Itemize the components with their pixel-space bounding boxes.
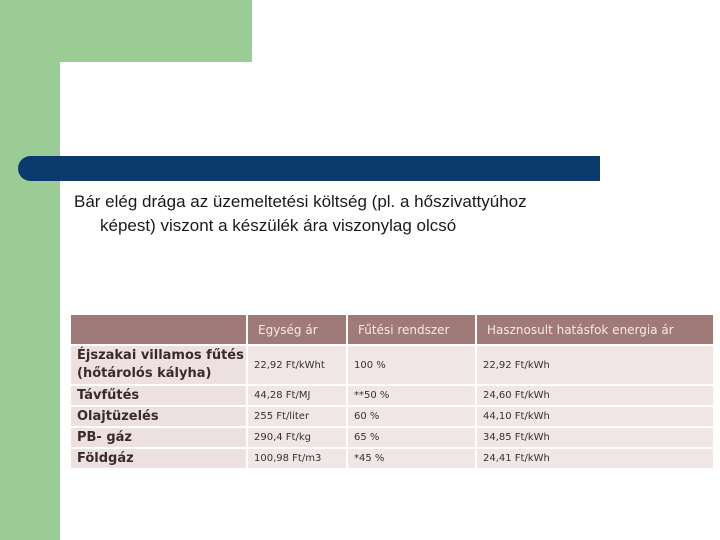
cell-energy-price: 34,85 Ft/kWh [476,427,714,448]
table-row [71,345,714,385]
body-text-line1: Bár elég drága az üzemeltetési költség (pl. a hőszivattyúhoz [74,192,527,211]
cell-energy-price: 24,41 Ft/kWh [476,448,714,468]
cell-unit-price: 44,28 Ft/MJ [247,385,347,406]
body-text-line2: képest) viszont a készülék ára viszonylag olcsó [100,216,457,235]
header-heating-system: Fűtési rendszer [347,315,476,345]
table-row [71,385,714,406]
table-row [71,406,714,427]
cell-energy-price: 22,92 Ft/kWh [476,345,714,385]
cell-system: 100 % [347,345,476,385]
cell-system: 60 % [347,406,476,427]
body-text [74,190,674,238]
heating-cost-table [71,315,715,468]
row-label: Földgáz [71,448,247,468]
row-label: Olajtüzelés [71,406,247,427]
header-empty [71,315,247,345]
cell-unit-price: 255 Ft/liter [247,406,347,427]
cell-system: 65 % [347,427,476,448]
top-decoration [0,0,252,62]
row-label: Távfűtés [71,385,247,406]
cell-unit-price: 290,4 Ft/kg [247,427,347,448]
row-label: Éjszakai villamos fűtés (hőtárolós kályha) [71,345,247,385]
cell-system: *45 % [347,448,476,468]
header-energy-price: Hasznosult hatásfok energia ár [476,315,714,345]
table-row [71,427,714,448]
row-label: PB- gáz [71,427,247,448]
content-corner [60,62,100,102]
sidebar-decoration [0,0,60,540]
cell-energy-price: 24,60 Ft/kWh [476,385,714,406]
cell-energy-price: 44,10 Ft/kWh [476,406,714,427]
table-row [71,448,714,468]
title-bar [18,156,600,181]
cell-unit-price: 100,98 Ft/m3 [247,448,347,468]
cell-unit-price: 22,92 Ft/kWht [247,345,347,385]
header-unit-price: Egység ár [247,315,347,345]
cell-system: **50 % [347,385,476,406]
table-header-row [71,315,714,345]
